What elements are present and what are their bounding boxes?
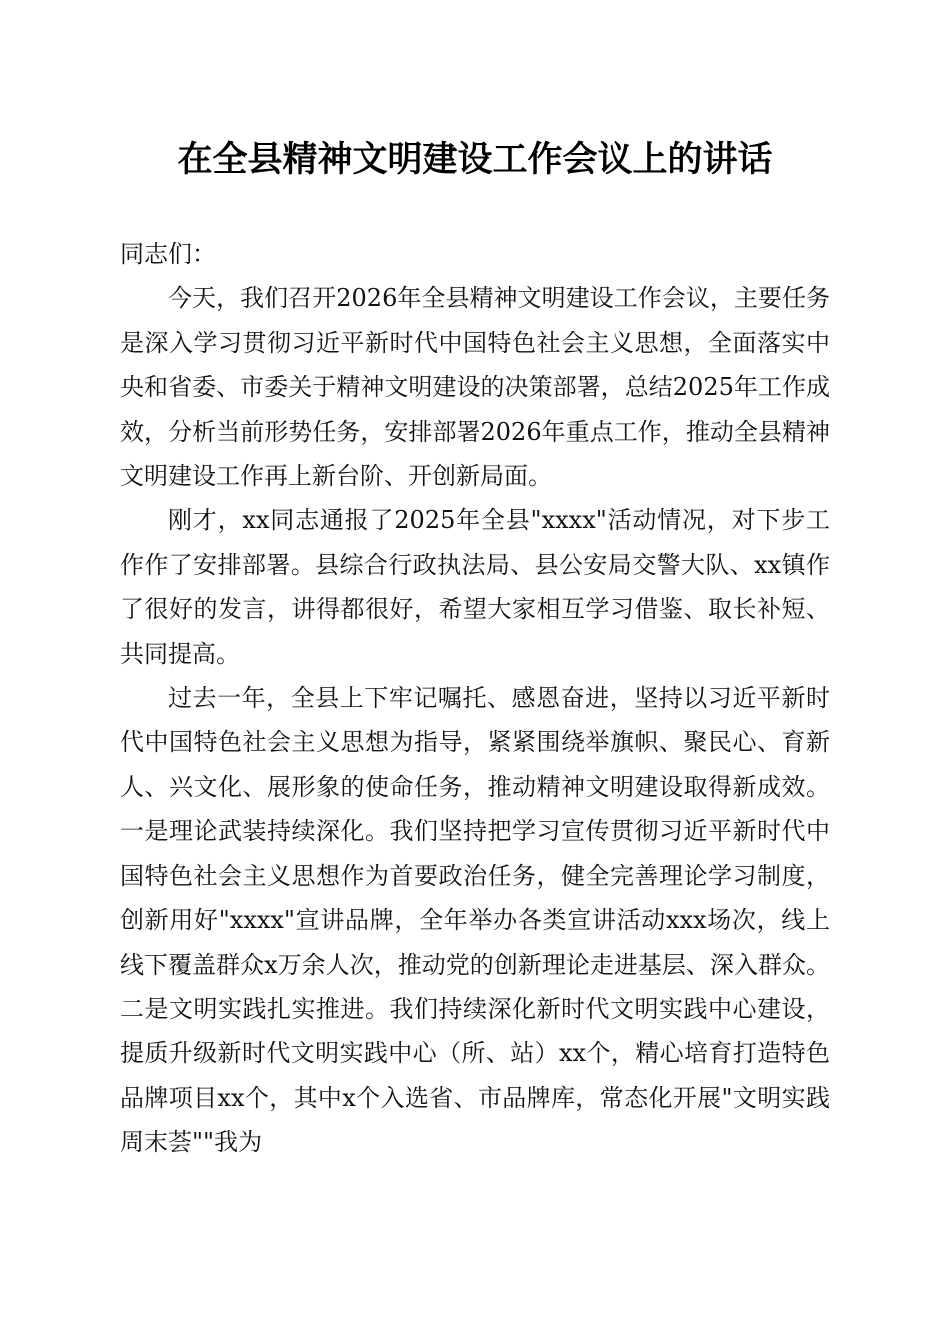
paragraph-speeches-review: 刚才，xx同志通报了2025年全县"xxxx"活动情况，对下步工作作了安排部署。县综合行政执法局、县公安局交警大队、xx镇作了很好的发言，讲得都很好，希望大家相互学习借鉴、取长补短、共同提高。: [120, 506, 830, 668]
document-title: 在全县精神文明建设工作会议上的讲话: [177, 139, 773, 180]
paragraph-opening: 今天，我们召开2026年全县精神文明建设工作会议，主要任务是深入学习贯彻习近平新时代中国特色社会主义思想，全面落实中央和省委、市委关于精神文明建设的决策部署，总结2025年工作成效，分析当前形势任务，安排部署2026年重点工作，推动全县精神文明建设工作再上新台阶、开创新局面。: [120, 284, 830, 491]
document-body: [120, 232, 830, 1165]
salutation: 同志们：: [120, 240, 216, 268]
paragraph-past-year-review: 过去一年，全县上下牢记嘱托、感恩奋进，坚持以习近平新时代中国特色社会主义思想为指导，紧紧围绕举旗帜、聚民心、育新人、兴文化、展形象的使命任务，推动精神文明建设取得新成效。一是理论武装持续深化。我们坚持把学习宣传贯彻习近平新时代中国特色社会主义思想作为首要政治任务，健全完善理论学习制度，创新用好"xxxx"宣讲品牌，全年举办各类宣讲活动xxx场次，线上线下覆盖群众x万余人次，推动党的创新理论走进基层、深入群众。二是文明实践扎实推进。我们持续深化新时代文明实践中心建设，提质升级新时代文明实践中心（所、站）xx个，精心培育打造特色品牌项目xx个，其中x个入选省、市品牌库，常态化开展"文明实践周末荟""我为: [120, 684, 830, 1157]
